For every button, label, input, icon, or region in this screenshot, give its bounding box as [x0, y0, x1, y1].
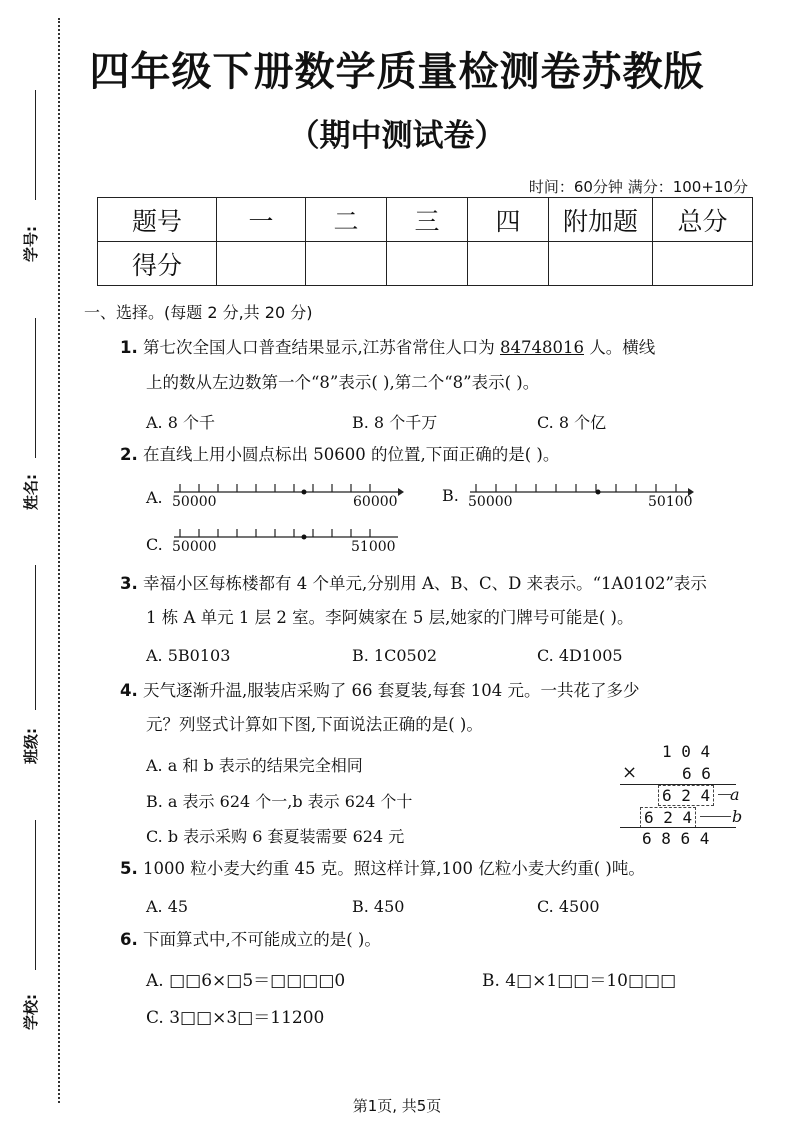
q2-option-a-label[interactable]: A. — [146, 488, 163, 507]
score-header-cell: 二 — [306, 198, 387, 242]
question-text: 幸福小区每栋楼都有 4 个单元,分别用 A、B、C、D 来表示。“1A0102”表示 — [143, 574, 707, 593]
question-4-line-2: 元？列竖式计算如下图,下面说法正确的是( )。 — [146, 715, 483, 734]
score-header-cell: 总分 — [653, 198, 753, 242]
q1-option-a[interactable]: A. 8 个千 — [146, 413, 215, 432]
score-header-cell: 题号 — [98, 198, 217, 242]
number-line-end: 50100 — [648, 494, 693, 510]
score-table — [97, 197, 753, 286]
calc-rule — [620, 827, 736, 828]
score-header-cell: 一 — [217, 198, 306, 242]
question-number: 6. — [120, 930, 138, 949]
number-line-start: 50000 — [172, 539, 217, 555]
exam-subtitle: （期中测试卷） — [288, 118, 506, 154]
question-5 — [120, 861, 645, 878]
name-label: 姓名: — [22, 474, 40, 510]
question-number: 2. — [120, 445, 138, 464]
number-line-end: 60000 — [353, 494, 398, 510]
score-header-cell: 附加题 — [549, 198, 653, 242]
question-text: 天气逐渐升温,服装店采购了 66 套夏装,每套 104 元。一共花了多少 — [143, 681, 640, 700]
q6-option-c[interactable]: C. 3□□×3□＝11200 — [146, 1008, 325, 1028]
score-cell[interactable] — [468, 242, 549, 286]
question-text: 人。横线 — [589, 338, 656, 357]
label-a: a — [730, 785, 740, 804]
q2-option-c-number-line[interactable] — [170, 523, 405, 561]
score-cell[interactable] — [387, 242, 468, 286]
question-3-line-2: 1 栋 A 单元 1 层 2 室。李阿姨家在 5 层,她家的门牌号可能是( )。 — [146, 608, 634, 627]
number-line-start: 50000 — [468, 494, 513, 510]
q1-option-c[interactable]: C. 8 个亿 — [537, 413, 607, 432]
q4-option-a[interactable]: A. a 和 b 表示的结果完全相同 — [146, 756, 363, 775]
score-row-label: 得分 — [98, 242, 217, 286]
student-id-label: 学号: — [22, 226, 40, 262]
question-4-line-1 — [120, 683, 639, 700]
q4-option-c[interactable]: C. b 表示采购 6 套夏装需要 624 元 — [146, 827, 405, 846]
q3-option-c[interactable]: C. 4D1005 — [537, 646, 623, 665]
question-text: 第七次全国人口普查结果显示,江苏省常住人口为 — [143, 338, 495, 357]
q6-option-b[interactable]: B. 4□×1□□＝10□□□ — [482, 971, 677, 991]
school-label: 学校: — [22, 994, 40, 1030]
score-header-cell: 三 — [387, 198, 468, 242]
q4-option-b[interactable]: B. a 表示 624 个一,b 表示 624 个十 — [146, 792, 413, 811]
question-1-line-2: 上的数从左边数第一个“8”表示( ),第二个“8”表示( )。 — [146, 373, 540, 392]
q1-option-b[interactable]: B. 8 个千万 — [352, 413, 438, 432]
q2-option-a-number-line[interactable] — [170, 478, 405, 516]
q5-option-a[interactable]: A. 45 — [146, 897, 189, 916]
question-number: 1. — [120, 338, 138, 357]
number-line-end: 51000 — [351, 539, 396, 555]
question-6 — [120, 932, 381, 949]
section-heading: 一、选择。(每题 2 分,共 20 分) — [84, 303, 313, 322]
question-2 — [120, 447, 559, 464]
question-1-line-1 — [120, 340, 655, 357]
page-footer: 第1页, 共5页 — [352, 1097, 442, 1115]
class-blank[interactable] — [35, 565, 36, 710]
score-cell[interactable] — [306, 242, 387, 286]
score-table-score-row — [98, 242, 753, 286]
question-text: 1000 粒小麦大约重 45 克。照这样计算,100 亿粒小麦大约重( )吨。 — [143, 859, 645, 878]
calc-row-5: 6 8 6 4 — [642, 829, 710, 848]
q6-option-a[interactable]: A. □□6×□5＝□□□□0 — [146, 971, 346, 991]
q2-option-b-number-line[interactable] — [466, 478, 696, 516]
arrow-b-line — [700, 816, 731, 817]
underlined-number: 84748016 — [500, 338, 584, 357]
score-table-header-row — [98, 198, 753, 242]
q5-option-b[interactable]: B. 450 — [352, 897, 405, 916]
calc-row-3-boxed: 6 2 4 — [658, 785, 714, 806]
label-b: b — [732, 807, 743, 826]
number-line-start: 50000 — [172, 494, 217, 510]
binding-dotted-line — [58, 18, 60, 1103]
vertical-multiplication — [618, 740, 768, 850]
question-number: 3. — [120, 574, 138, 593]
calc-row-2: 6 6 — [682, 764, 711, 783]
score-cell[interactable] — [549, 242, 653, 286]
times-sign: × — [622, 762, 638, 783]
question-number: 4. — [120, 681, 138, 700]
q3-option-b[interactable]: B. 1C0502 — [352, 646, 438, 665]
q3-option-a[interactable]: A. 5B0103 — [146, 646, 231, 665]
exam-title: 四年级下册数学质量检测卷苏教版 — [89, 49, 705, 95]
time-info: 时间：60分钟 满分：100+10分 — [528, 178, 748, 196]
question-text: 下面算式中,不可能成立的是( )。 — [143, 930, 381, 949]
q2-option-c-label[interactable]: C. — [146, 535, 163, 554]
calc-row-4-boxed: 6 2 4 — [640, 807, 696, 828]
name-blank[interactable] — [35, 318, 36, 458]
score-header-cell: 四 — [468, 198, 549, 242]
score-cell[interactable] — [217, 242, 306, 286]
score-cell[interactable] — [653, 242, 753, 286]
q5-option-c[interactable]: C. 4500 — [537, 897, 600, 916]
q2-option-b-label[interactable]: B. — [442, 486, 459, 505]
question-3-line-1 — [120, 576, 707, 593]
class-label: 班级: — [22, 728, 40, 764]
school-blank[interactable] — [35, 820, 36, 970]
calc-row-1: 1 0 4 — [662, 742, 711, 761]
question-number: 5. — [120, 859, 138, 878]
question-text: 在直线上用小圆点标出 50600 的位置,下面正确的是( )。 — [143, 445, 560, 464]
